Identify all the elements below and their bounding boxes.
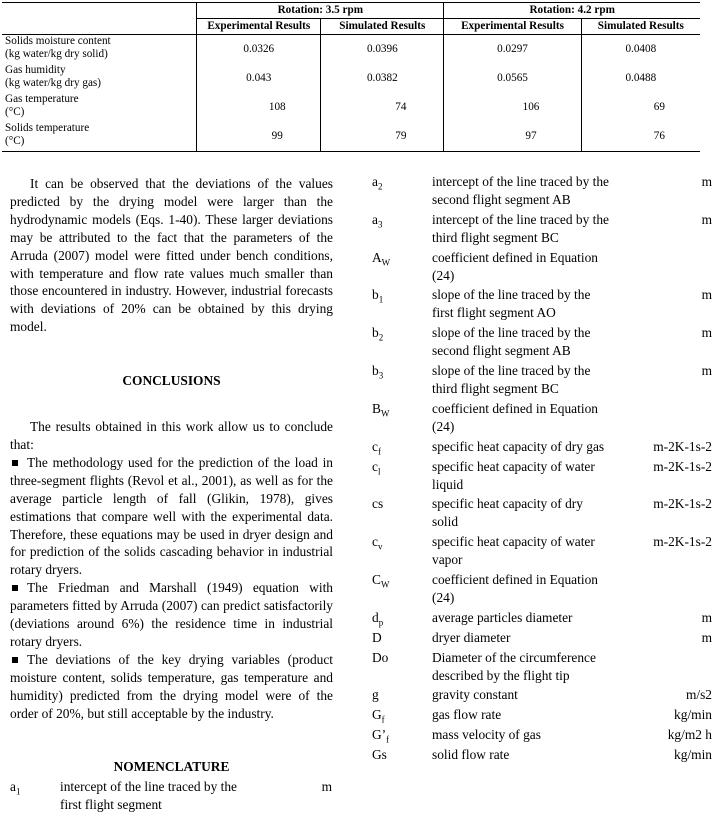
table-row <box>2 93 700 122</box>
bullet-square-icon <box>12 460 18 466</box>
nomenclature-entry <box>372 649 702 685</box>
table-cell: 0.0408 <box>581 35 700 65</box>
table-cell: 0.0396 <box>321 35 444 65</box>
nom-unit: m <box>701 363 712 379</box>
bullet-square-icon <box>12 657 18 663</box>
nom-unit: m <box>321 779 332 794</box>
row-label: Solids moisture content <box>5 35 111 47</box>
nom-definition: gas flow rate <box>432 707 502 723</box>
nom-unit: m/s2 <box>685 687 712 703</box>
row-unit: (°C) <box>5 135 25 147</box>
row-unit: (kg water/kg dry solid) <box>5 48 108 60</box>
table-row <box>2 122 700 152</box>
nom-definition: slope of the line traced by the first flight segment AO <box>432 287 591 321</box>
bullet-text: The Friedman and Marshall (1949) equation with parameters fitted by Arruda (2007) can predict satisfactorily (deviations around 6%) the residence time in industrial rotary dryers. <box>10 580 333 649</box>
nomenclature-entry <box>372 324 712 360</box>
nom-symbol: $b_2$ <box>372 325 384 343</box>
nom-unit: kg/min <box>674 747 712 763</box>
nomenclature-entry <box>372 286 712 322</box>
nom-symbol: $c_f$ <box>372 438 381 457</box>
nom-definition: Diameter of the circumference described by the flight tip <box>432 649 596 683</box>
nom-definition: mass velocity of gas <box>432 727 541 743</box>
nomenclature-entry <box>372 362 712 398</box>
nom-unit: m-2K-1s-2 <box>653 438 712 454</box>
bullet-item <box>10 579 333 651</box>
nomenclature-entry <box>372 495 712 531</box>
nom-symbol: $a_3$ <box>372 211 383 230</box>
nom-symbol: $b_3$ <box>372 363 384 381</box>
nom-symbol: $G’_f$ <box>372 727 390 745</box>
nomenclature-entry <box>372 249 702 285</box>
nomenclature-entry <box>372 211 712 247</box>
row-label: Solids temperature <box>5 122 90 134</box>
table-cell: 0.0488 <box>581 64 700 93</box>
nom-definition: slope of the line traced by the third flight segment BC <box>432 363 591 396</box>
nomenclature-entry <box>372 706 712 726</box>
body-paragraph: It can be observed that the deviations of the values predicted by the drying model were larger than the hydrodynamic models (Eqs. 1-40). These larger deviations may be attributed to the fact that the parameters of the Arruda (2007) model were fitted under bench conditions, with temperature and flow rate values much smaller than those encountered in industry. However, industrial forecasts with deviations of 20% can be obtained by this drying model. <box>10 176 333 335</box>
nom-definition: solid flow rate <box>432 747 510 763</box>
table-cell: 76 <box>581 122 700 152</box>
nom-definition: coefficient defined in Equation (24) <box>432 400 598 434</box>
nom-symbol: $b_1$ <box>372 287 384 306</box>
nom-symbol: $A_W$ <box>372 249 391 268</box>
table-cell: 97 <box>444 122 581 152</box>
bullet-square-icon <box>12 585 18 591</box>
nom-definition: specific heat capacity of water vapor <box>432 534 595 568</box>
bullet-text: The methodology used for the prediction of the load in three-segment flights (Revol et al., 2001), as well as for the average particle length of fall (Glikin, 1978), gives estimations that compare well with the experimental data. Therefore, these equations may be used in dryer design and for prediction of the solids cascading behavior in industrial rotary dryers. <box>10 454 333 578</box>
nom-unit: m <box>701 287 712 303</box>
subheader-sim-2: Simulated Results <box>581 19 700 35</box>
nom-unit: m <box>701 174 712 189</box>
row-unit: (°C) <box>5 106 25 118</box>
table-cell: 0.043 <box>197 64 321 93</box>
table-cell: 74 <box>321 93 444 122</box>
subheader-sim-1: Simulated Results <box>321 19 444 35</box>
table-cell: 0.0565 <box>444 64 581 93</box>
table-cell: 69 <box>581 93 700 122</box>
subheader-exp-2: Experimental Results <box>444 19 581 35</box>
nom-unit: m <box>701 629 712 645</box>
row-label: Gas temperature <box>5 93 79 105</box>
nom-definition: specific heat capacity of dry gas <box>432 438 605 454</box>
nom-symbol: $c_l$ <box>372 458 381 477</box>
nomenclature-entry <box>372 726 712 745</box>
nom-definition: slope of the line traced by the second flight segment AB <box>432 325 591 359</box>
nom-symbol: $a_1$ <box>10 779 21 797</box>
nom-definition: intercept of the line traced by the first flight segment <box>60 779 237 812</box>
nomenclature-left <box>10 778 340 814</box>
nom-unit: kg/min <box>674 707 712 723</box>
bullet-item <box>10 651 333 723</box>
nom-definition: coefficient defined in Equation (24) <box>432 572 598 605</box>
nom-definition: coefficient defined in Equation (24) <box>432 249 598 283</box>
nom-unit: m-2K-1s-2 <box>653 534 712 550</box>
nomenclature-entry <box>372 458 712 494</box>
nom-symbol: $d_p$ <box>372 609 384 628</box>
nom-symbol: $a_2$ <box>372 174 383 192</box>
nom-symbol: $c_v$ <box>372 534 383 552</box>
nom-unit: m-2K-1s-2 <box>653 496 712 512</box>
row-unit: (kg water/kg dry gas) <box>5 77 101 89</box>
nom-unit: m <box>701 325 712 341</box>
nom-definition: gravity constant <box>432 687 518 703</box>
rotation-header-1: Rotation: 3.5 rpm <box>197 3 444 19</box>
rotation-header-2: Rotation: 4.2 rpm <box>444 3 700 19</box>
table-cell: 0.0326 <box>197 35 321 65</box>
bullet-item <box>10 454 333 579</box>
nom-unit: m <box>701 211 712 227</box>
nom-unit: m <box>701 609 712 625</box>
nom-unit: kg/m2 h <box>667 727 712 743</box>
body-paragraph: The results obtained in this work allow us to conclude that: <box>10 419 333 452</box>
nomenclature-entry <box>372 686 712 704</box>
nom-definition: specific heat capacity of water liquid <box>432 458 595 492</box>
conclusions-heading: CONCLUSIONS <box>122 373 221 389</box>
table-row <box>2 35 700 65</box>
nomenclature-entry <box>372 609 712 628</box>
table-cell: 99 <box>197 122 321 152</box>
nomenclature-heading: NOMENCLATURE <box>113 759 230 775</box>
table-cell: 79 <box>321 122 444 152</box>
nomenclature-entry <box>372 629 712 647</box>
table-row <box>2 64 700 93</box>
nom-symbol: $C_W$ <box>372 572 390 590</box>
nom-symbol: D <box>372 629 382 645</box>
nomenclature-right <box>372 173 712 766</box>
subheader-exp-1: Experimental Results <box>197 19 321 35</box>
nom-definition: average particles diameter <box>432 609 573 625</box>
bullet-text: The deviations of the key drying variables (product moisture content, solids temperature, gas temperature and humidity) predicted from the drying model were of the order of 20%, but still acceptable by the industry. <box>10 651 333 721</box>
table-cell: 0.0297 <box>444 35 581 65</box>
nomenclature-entry <box>372 746 712 764</box>
nom-symbol: cs <box>372 496 384 512</box>
nomenclature-entry <box>372 438 712 457</box>
nom-definition: specific heat capacity of dry solid <box>432 496 583 530</box>
left-column <box>10 175 333 776</box>
nom-symbol: Do <box>372 649 389 665</box>
nom-symbol: Gs <box>372 747 387 763</box>
table-cell: 108 <box>197 93 321 122</box>
nom-unit: m-2K-1s-2 <box>653 458 712 474</box>
nomenclature-entry <box>372 400 702 436</box>
results-table <box>2 2 700 152</box>
table-cell: 0.0382 <box>321 64 444 93</box>
nom-definition: intercept of the line traced by the second flight segment AB <box>432 174 609 207</box>
nom-symbol: $G_f$ <box>372 707 385 726</box>
nomenclature-entry <box>372 173 712 209</box>
nomenclature-entry <box>10 778 340 814</box>
nomenclature-entry <box>372 533 712 569</box>
nom-definition: intercept of the line traced by the third flight segment BC <box>432 211 609 245</box>
row-label: Gas humidity <box>5 64 66 76</box>
table-cell: 106 <box>444 93 581 122</box>
nom-symbol: $B_W$ <box>372 400 390 419</box>
nomenclature-entry <box>372 571 702 607</box>
nom-definition: dryer diameter <box>432 629 511 645</box>
nom-symbol: g <box>372 687 379 703</box>
